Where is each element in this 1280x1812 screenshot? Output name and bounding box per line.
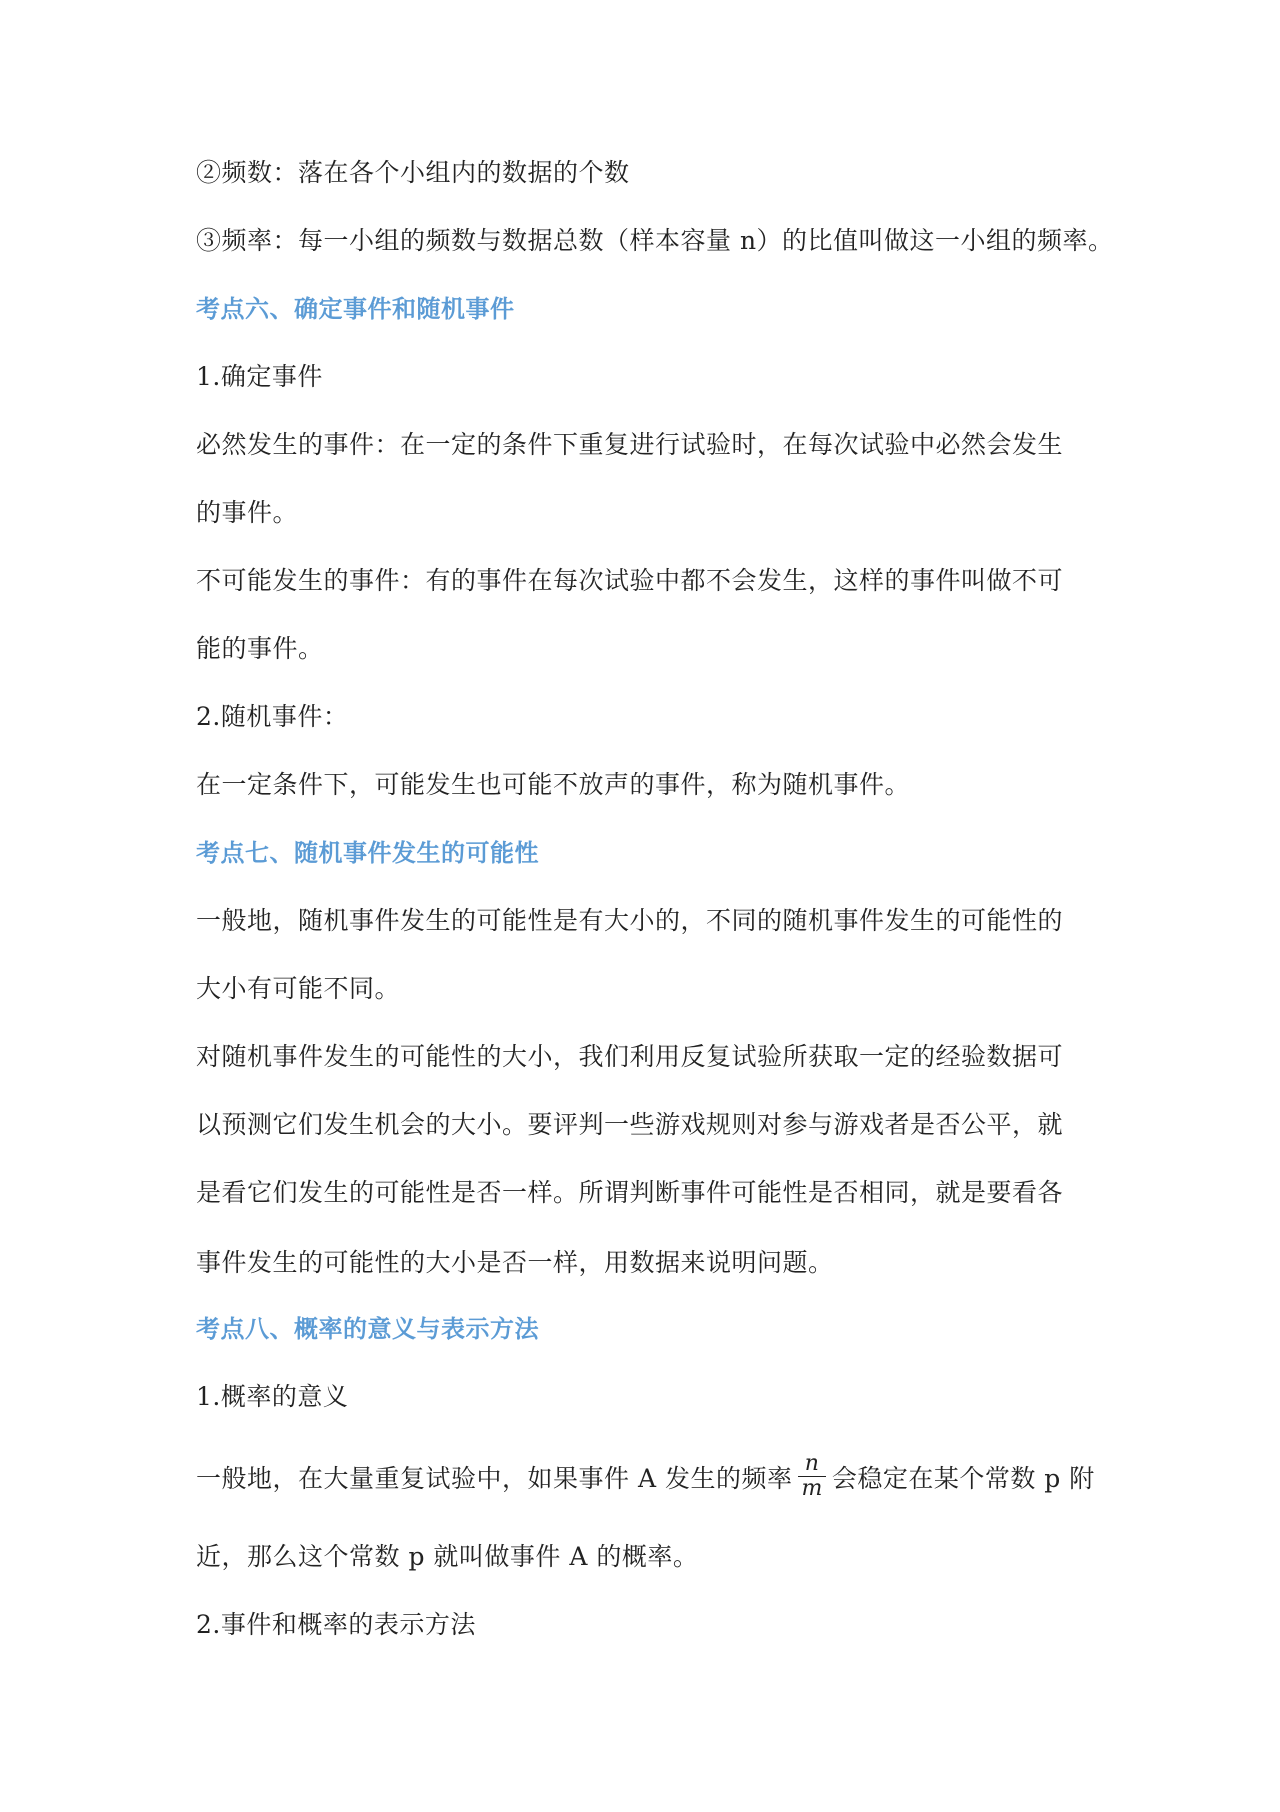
paragraph-experiment-cont-2: 是看它们发生的可能性是否一样。所谓判断事件可能性是否相同，就是要看各 — [196, 1178, 1064, 1207]
section-heading-6: 考点六、确定事件和随机事件 — [196, 295, 515, 323]
paragraph-frequency-rate: ③频率：每一小组的频数与数据总数（样本容量 n）的比值叫做这一小组的频率。 — [196, 226, 1114, 255]
formula-line-after: 会稳定在某个常数 p 附 — [831, 1464, 1095, 1493]
paragraph-impossible-event-cont: 能的事件。 — [196, 634, 324, 663]
paragraph-experiment: 对随机事件发生的可能性的大小，我们利用反复试验所获取一定的经验数据可 — [196, 1042, 1064, 1071]
formula-line-before: 一般地，在大量重复试验中，如果事件 A 发生的频率 — [196, 1464, 793, 1493]
subheading-certain-event: 1.确定事件 — [196, 362, 323, 391]
section-heading-8: 考点八、概率的意义与表示方法 — [196, 1315, 539, 1343]
paragraph-probability-definition — [196, 1451, 1095, 1505]
paragraph-experiment-cont-1: 以预测它们发生机会的大小。要评判一些游戏规则对参与游戏者是否公平，就 — [196, 1110, 1064, 1139]
paragraph-random-event: 在一定条件下，可能发生也可能不放声的事件，称为随机事件。 — [196, 770, 911, 799]
paragraph-frequency-count: ②频数：落在各个小组内的数据的个数 — [196, 158, 630, 187]
subheading-representation: 2.事件和概率的表示方法 — [196, 1610, 476, 1639]
paragraph-possibility: 一般地，随机事件发生的可能性是有大小的，不同的随机事件发生的可能性的 — [196, 906, 1064, 935]
paragraph-probability-definition-cont: 近，那么这个常数 p 就叫做事件 A 的概率。 — [196, 1542, 699, 1571]
fraction-numerator: n — [798, 1452, 825, 1477]
paragraph-experiment-cont-3: 事件发生的可能性的大小是否一样，用数据来说明问题。 — [196, 1248, 834, 1277]
section-heading-7: 考点七、随机事件发生的可能性 — [196, 839, 539, 867]
paragraph-impossible-event: 不可能发生的事件：有的事件在每次试验中都不会发生，这样的事件叫做不可 — [196, 566, 1064, 595]
subheading-random-event: 2.随机事件： — [196, 702, 349, 731]
paragraph-possibility-cont: 大小有可能不同。 — [196, 974, 401, 1003]
paragraph-inevitable-event-cont: 的事件。 — [196, 498, 299, 527]
paragraph-inevitable-event: 必然发生的事件：在一定的条件下重复进行试验时，在每次试验中必然会发生 — [196, 430, 1064, 459]
fraction-denominator: m — [801, 1476, 823, 1501]
frequency-fraction — [798, 1452, 825, 1501]
subheading-probability-meaning: 1.概率的意义 — [196, 1382, 349, 1411]
